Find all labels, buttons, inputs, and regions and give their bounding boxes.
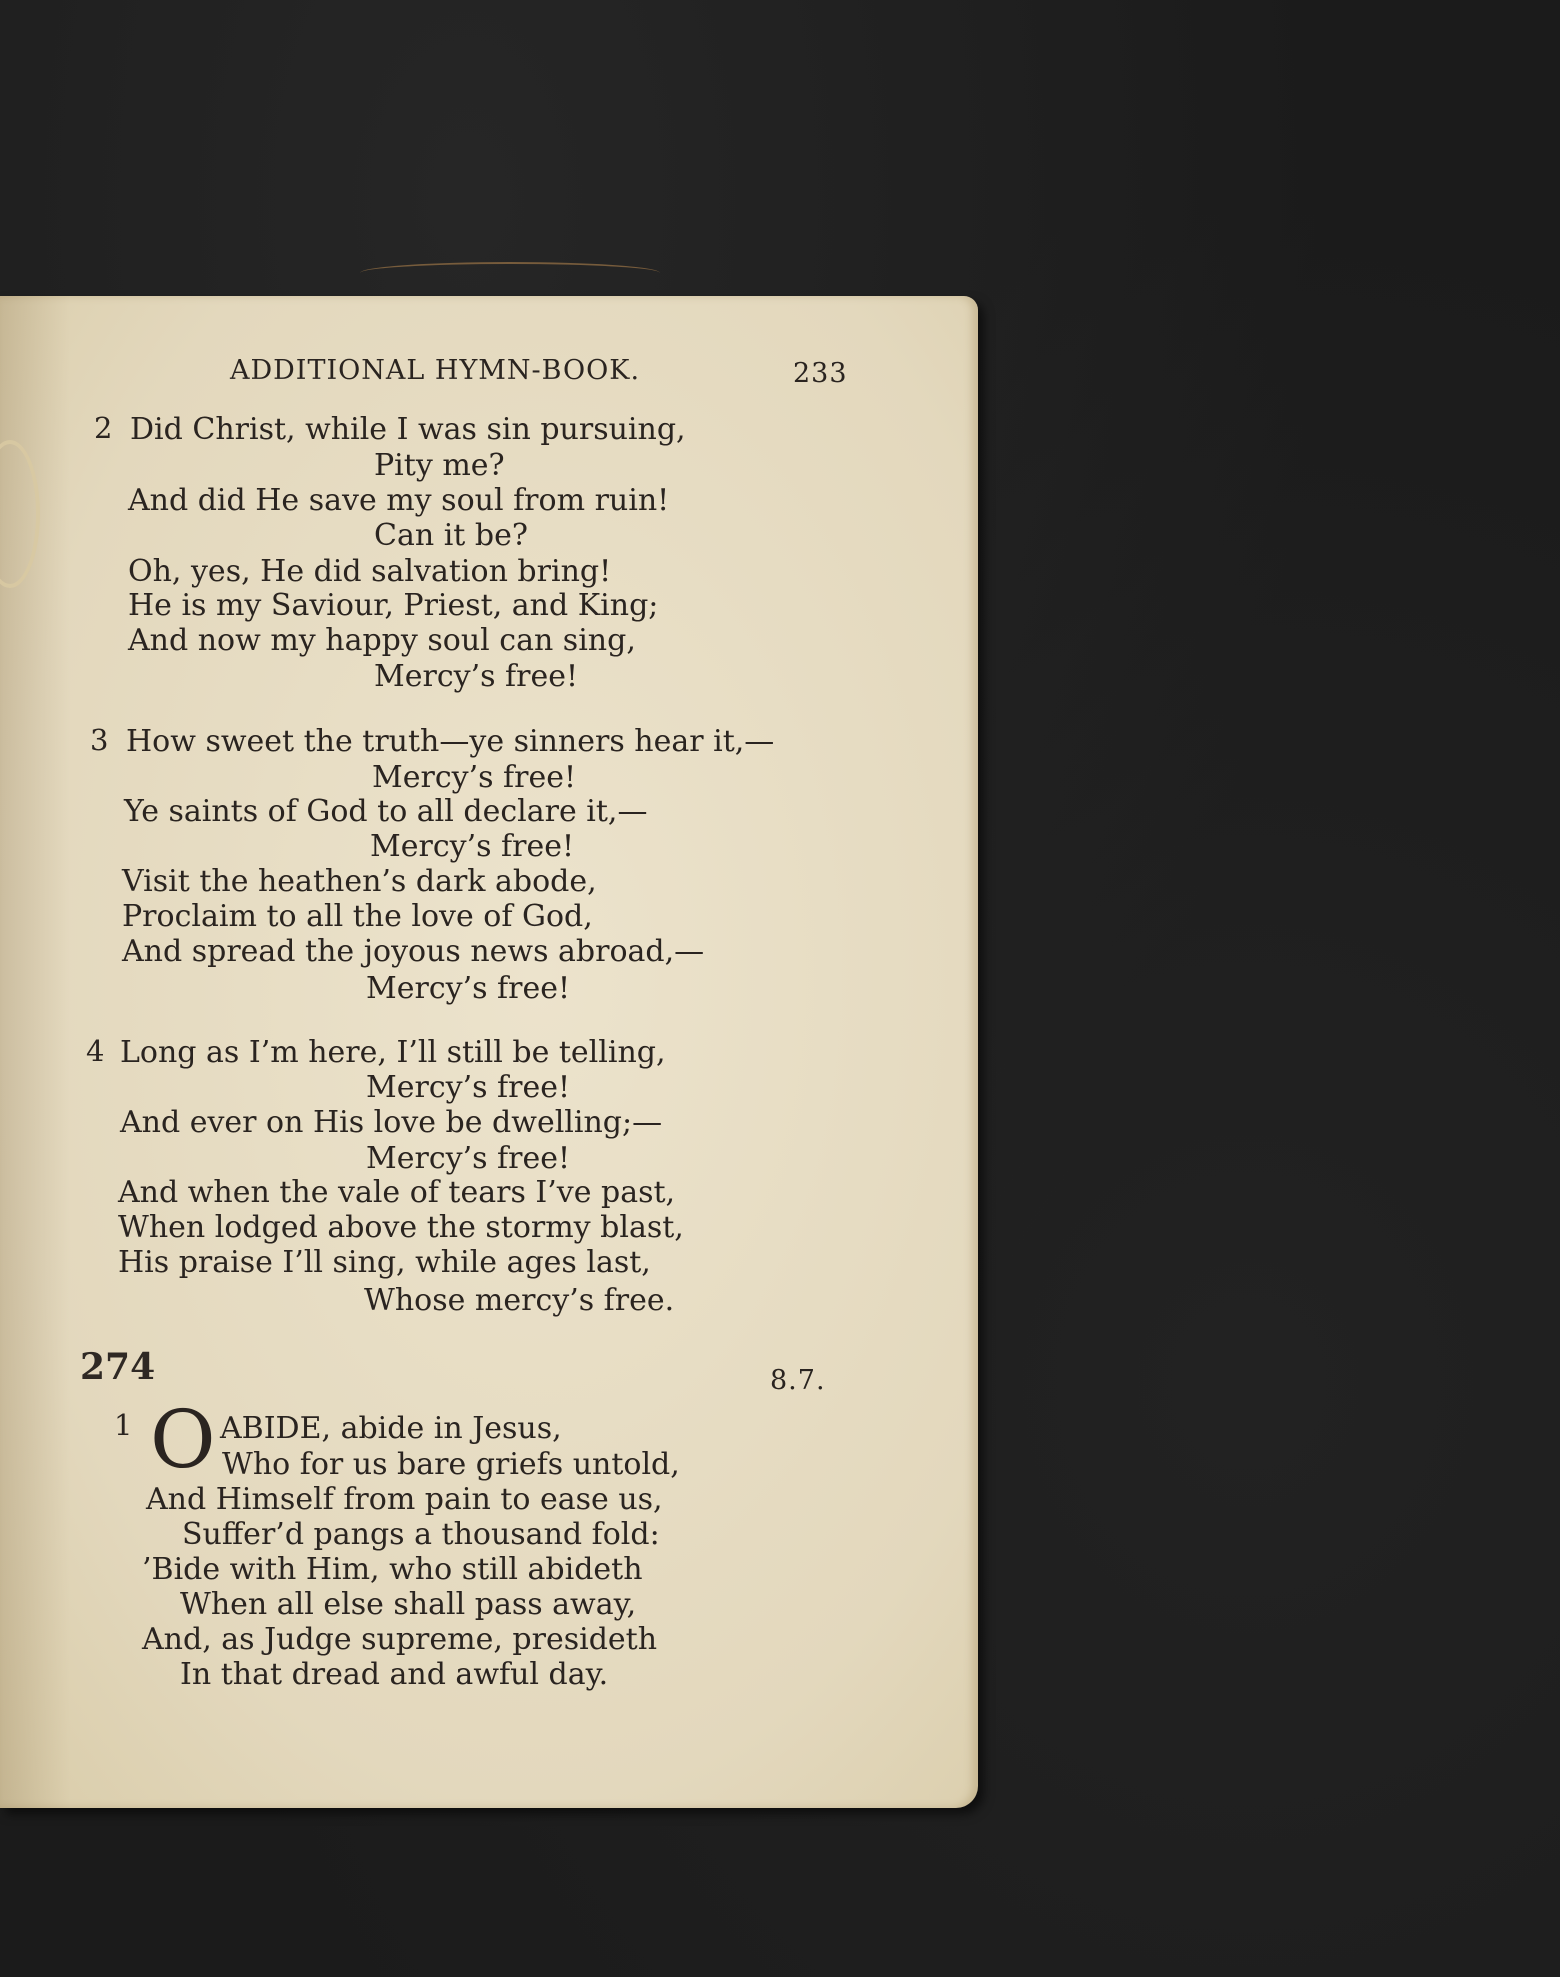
verse-line: Can it be? xyxy=(374,518,528,553)
verse-line: ABIDE, abide in Jesus, xyxy=(220,1411,562,1446)
verse-line: Ye saints of God to all declare it,— xyxy=(124,794,648,829)
verse-line: Oh, yes, He did salvation bring! xyxy=(128,554,612,589)
verse-line: When lodged above the stormy blast, xyxy=(118,1210,684,1245)
verse-line: Mercy’s free! xyxy=(366,971,571,1006)
verse-line: Mercy’s free! xyxy=(366,1070,571,1105)
verse-line: Proclaim to all the love of God, xyxy=(122,899,593,934)
running-header: ADDITIONAL HYMN-BOOK. xyxy=(230,355,641,386)
page-number: 233 xyxy=(793,358,848,389)
verse-line: Visit the heathen’s dark abode, xyxy=(122,864,597,899)
binding-thread xyxy=(360,262,660,284)
stanza-number: 2 xyxy=(94,411,113,445)
verse-line: And did He save my soul from ruin! xyxy=(128,483,670,518)
verse-line: His praise I’ll sing, while ages last, xyxy=(118,1245,651,1280)
verse-line: In that dread and awful day. xyxy=(180,1657,609,1692)
verse-line: How sweet the truth—ye sinners hear it,— xyxy=(126,724,775,759)
verse-line: And spread the joyous news abroad,— xyxy=(122,934,705,969)
verse-line: Suffer’d pangs a thousand fold: xyxy=(182,1517,660,1552)
verse-line: And ever on His love be dwelling;— xyxy=(120,1105,663,1140)
verse-line: And when the vale of tears I’ve past, xyxy=(118,1175,676,1210)
stanza-number: 3 xyxy=(90,723,109,757)
verse-line: Did Christ, while I was sin pursuing, xyxy=(130,412,686,447)
verse-line: Mercy’s free! xyxy=(374,659,579,694)
verse-line: ’Bide with Him, who still abideth xyxy=(142,1552,643,1587)
verse-line: Mercy’s free! xyxy=(372,760,577,795)
verse-line: And Himself from pain to ease us, xyxy=(146,1482,663,1517)
verse-number: 1 xyxy=(114,1408,133,1442)
verse-line: Long as I’m here, I’ll still be telling, xyxy=(120,1035,666,1070)
stanza-number: 4 xyxy=(86,1034,105,1068)
drop-cap: O xyxy=(150,1393,216,1486)
verse-line: Who for us bare griefs untold, xyxy=(222,1447,680,1482)
verse-line: Mercy’s free! xyxy=(366,1141,571,1176)
verse-line: He is my Saviour, Priest, and King; xyxy=(128,588,659,623)
verse-line: Mercy’s free! xyxy=(370,829,575,864)
hymn-meter: 8.7. xyxy=(770,1365,826,1396)
verse-line: Whose mercy’s free. xyxy=(364,1283,675,1318)
verse-line: Pity me? xyxy=(374,448,505,483)
verse-line: When all else shall pass away, xyxy=(180,1587,637,1622)
hymn-number: 274 xyxy=(80,1346,156,1388)
verse-line: And now my happy soul can sing, xyxy=(128,623,636,658)
verse-line: And, as Judge supreme, presideth xyxy=(142,1622,658,1657)
